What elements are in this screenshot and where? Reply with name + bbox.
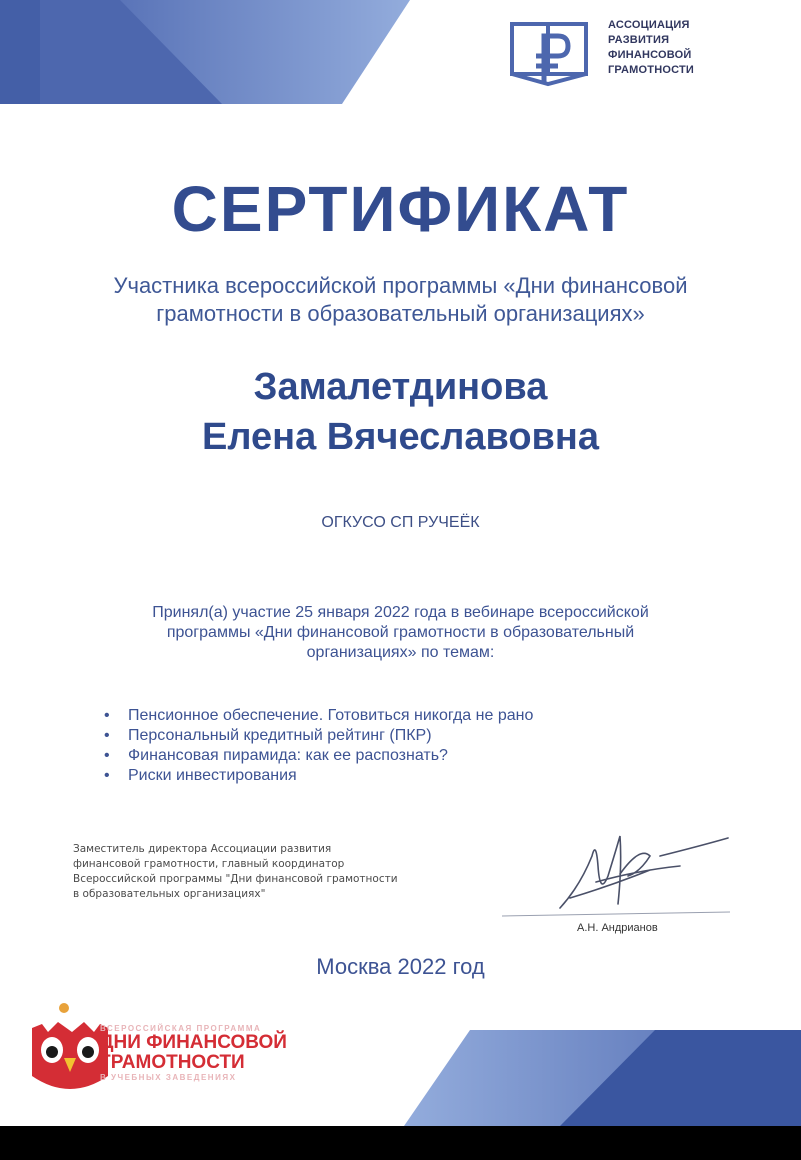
participation-line-1: Принял(а) участие 25 января 2022 года в вебинаре всероссийской — [152, 604, 649, 621]
association-line-3: ФИНАНСОВОЙ — [608, 49, 692, 61]
signatory-name: А.Н. Андрианов — [577, 922, 658, 934]
topic-item: • Финансовая пирамида: как ее распознать? — [104, 746, 533, 766]
association-line-1: АССОЦИАЦИЯ — [608, 19, 690, 31]
program-bottom-line: В УЧЕБНЫХ ЗАВЕДЕНИЯХ — [100, 1073, 237, 1082]
certificate-title: СЕРТИФИКАТ — [171, 173, 630, 245]
city-year: Москва 2022 год — [316, 954, 485, 979]
program-main-line-1: ДНИ ФИНАНСОВОЙ — [100, 1032, 287, 1053]
participation-text — [60, 603, 741, 663]
signatory-position-line-1: Заместитель директора Ассоциации развития — [73, 843, 332, 855]
program-top-line: ВСЕРОССИЙСКАЯ ПРОГРАММА — [100, 1024, 262, 1033]
topic-item: • Персональный кредитный рейтинг (ПКР) — [104, 726, 533, 746]
certificate-subtitle — [30, 272, 771, 328]
recipient-given-names: Елена Вячеславовна — [202, 416, 599, 458]
signatory-position-line-3: Всероссийской программы "Дни финансовой грамотности — [73, 873, 398, 885]
association-line-4: ГРАМОТНОСТИ — [608, 64, 694, 76]
topic-item: • Пенсионное обеспечение. Готовиться никогда не рано — [104, 706, 533, 726]
top-left-deco-mid — [0, 0, 40, 104]
recipient-name — [0, 362, 801, 462]
recipient-surname: Замалетдинова — [253, 366, 548, 408]
subtitle-line-2: грамотности в образовательный организациях» — [156, 301, 645, 326]
participation-line-3: организациях» по темам: — [306, 644, 495, 661]
participation-line-2: программы «Дни финансовой грамотности в образовательный — [166, 624, 635, 641]
handwritten-signature — [500, 826, 740, 926]
topics-list — [104, 706, 533, 786]
program-main-line-2: ГРАМОТНОСТИ — [100, 1052, 245, 1073]
signatory-position-line-4: в образовательных организациях" — [73, 888, 266, 900]
program-logo-text — [100, 1024, 287, 1082]
topic-item: • Риски инвестирования — [104, 766, 533, 786]
subtitle-line-1: Участника всероссийской программы «Дни финансовой — [113, 273, 688, 298]
signatory-position — [73, 842, 398, 902]
association-line-2: РАЗВИТИЯ — [608, 34, 670, 46]
signatory-position-line-2: финансовой грамотности, главный координатор — [73, 858, 345, 870]
recipient-organization: ОГКУСО СП РУЧЕЁК — [321, 514, 480, 531]
association-name — [608, 18, 694, 78]
